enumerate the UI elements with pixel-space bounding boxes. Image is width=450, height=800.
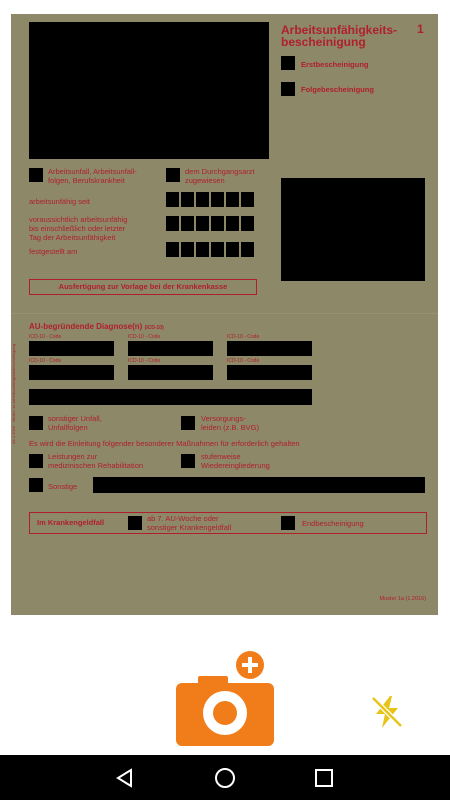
diagnosis-text-field [29, 389, 312, 405]
folgebescheinigung-label: Folgebescheinigung [301, 85, 374, 94]
home-circle-icon [214, 767, 236, 789]
arbeitsunfall-checkbox [29, 168, 43, 182]
since-date-boxes [166, 192, 254, 207]
icd-label: ICD-10 - Code [29, 334, 62, 340]
icd-field [29, 341, 114, 356]
icd-label: ICD-10 - Code [29, 358, 62, 364]
plus-badge-icon [235, 650, 265, 680]
until-label: voraussichtlich arbeitsunfähig bis einschließlich oder letzter Tag der Arbeitsunfähigkeit [29, 215, 128, 242]
endbescheinigung-checkbox [281, 516, 295, 530]
back-triangle-icon [115, 768, 135, 788]
endbescheinigung-label: Endbescheinigung [302, 519, 364, 528]
ausfertigung-box: Ausfertigung zur Vorlage bei der Krankenkasse [29, 279, 257, 295]
recents-square-icon [314, 768, 334, 788]
camera-add-icon [176, 671, 274, 746]
icd-field [128, 365, 213, 380]
icd-label: ICD-10 - Code [227, 358, 260, 364]
document-preview [11, 14, 438, 615]
icd-label: ICD-10 - Code [227, 334, 260, 340]
stufenweise-checkbox [181, 454, 195, 468]
muster-label: Muster 1a (1.2016) [379, 596, 426, 602]
reha-checkbox [29, 454, 43, 468]
sonstige-checkbox [29, 478, 43, 492]
icd-label: ICD-10 - Code [128, 334, 161, 340]
icd-field [29, 365, 114, 380]
arbeitsunfall-label: Arbeitsunfall, Arbeitsunfall- folgen, Berufskrankheit [48, 167, 137, 185]
flash-off-button[interactable] [370, 694, 404, 730]
diagnose-title-text: AU-begründende Diagnose(n) [29, 322, 143, 331]
erstbescheinigung-label: Erstbescheinigung [301, 60, 369, 69]
ab7-label: ab 7. AU-Woche oder sonstiger Krankengeldfall [147, 514, 232, 532]
doctor-stamp-block [281, 178, 425, 281]
versorgungsleiden-label: Versorgungs- leiden (z.B. BVG) [201, 414, 259, 432]
erstbescheinigung-checkbox [281, 56, 295, 70]
durchgangsarzt-checkbox [166, 168, 180, 182]
system-navigation-bar [0, 755, 450, 800]
stufenweise-label: stufenweise Wiedereingliederung [201, 452, 270, 470]
krankengeld-label: Im Krankengeldfall [37, 518, 105, 527]
home-button[interactable] [195, 755, 255, 800]
krankengeld-box [29, 512, 427, 534]
sonstiger-unfall-label: sonstiger Unfall, Unfallfolgen [48, 414, 102, 432]
ab7-checkbox [128, 516, 142, 530]
icd-field [227, 341, 312, 356]
diagnose-title-suffix: (ICD-10) [144, 325, 164, 331]
icd-field [128, 341, 213, 356]
form-title: Arbeitsunfähigkeits- bescheinigung [281, 23, 398, 49]
folgebescheinigung-checkbox [281, 82, 295, 96]
diagnose-title [29, 322, 164, 331]
recents-button[interactable] [294, 755, 354, 800]
since-label: arbeitsunfähig seit [29, 197, 90, 206]
side-print-text: Ab 1.2016 · Muster 1a Arbeitsunfähigkeitsbescheinigung [11, 344, 16, 445]
sonstiger-unfall-checkbox [29, 416, 43, 430]
reha-label: Leistungen zur medizinischen Rehabilitation [48, 452, 144, 470]
durchgangsarzt-label: dem Durchgangsarzt zugewiesen [185, 167, 255, 185]
massnahmen-text: Es wird die Einleitung folgender besonderer Maßnahmen für erforderlich gehalten [29, 439, 300, 448]
festgestellt-label: festgestellt am [29, 247, 78, 256]
patient-data-block [29, 22, 269, 159]
section-divider [11, 313, 438, 314]
versorgungsleiden-checkbox [181, 416, 195, 430]
until-date-boxes [166, 216, 254, 231]
back-button[interactable] [95, 755, 155, 800]
camera-add-button[interactable] [176, 671, 274, 746]
form-number: 1 [417, 22, 424, 36]
icd-field [227, 365, 312, 380]
sonstige-field [93, 477, 425, 493]
sonstige-label: Sonstige [48, 482, 78, 491]
flash-off-icon [370, 694, 404, 730]
festgestellt-date-boxes [166, 242, 254, 257]
icd-label: ICD-10 - Code [128, 358, 161, 364]
